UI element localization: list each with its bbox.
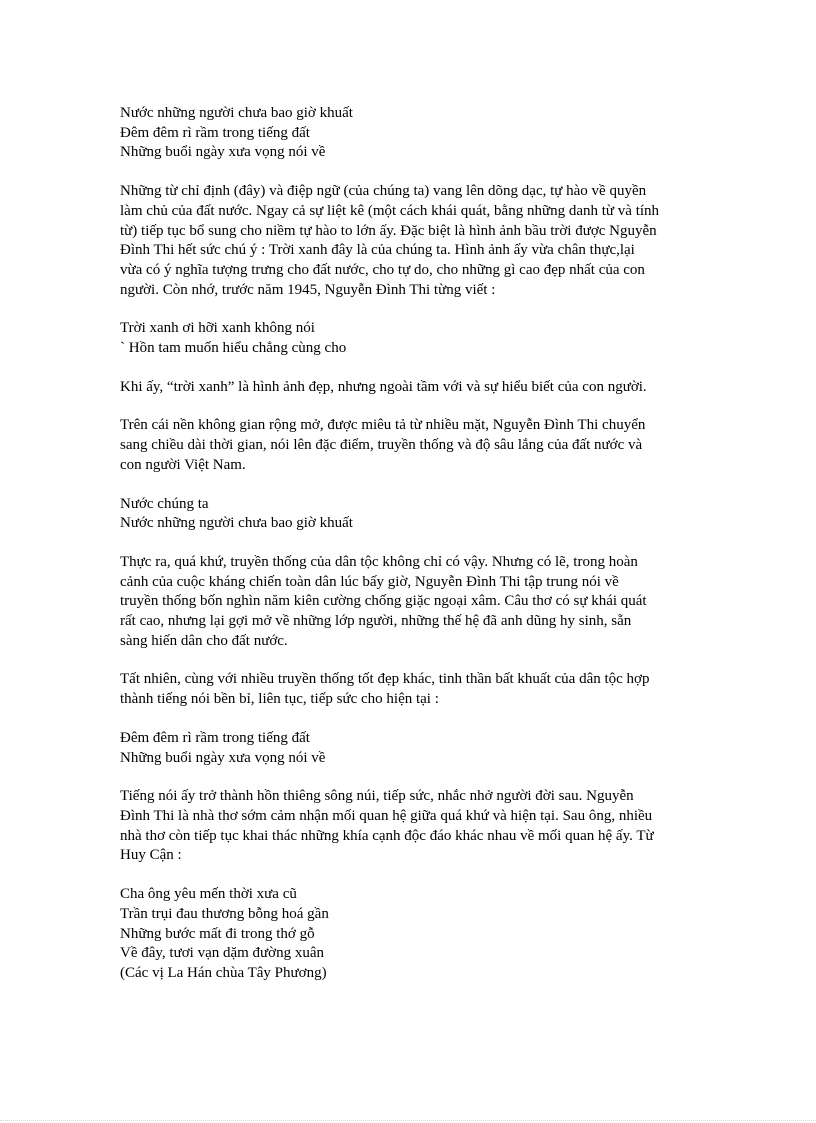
poem-line: Đêm đêm rì rầm trong tiếng đất (120, 124, 310, 141)
paragraph-line: con người Việt Nam. (120, 456, 246, 473)
poem-line: Những buổi ngày xưa vọng nói về (120, 749, 326, 766)
poem-line: Về đây, tươi vạn dặm đường xuân (120, 945, 325, 962)
body-paragraph (120, 182, 706, 300)
paragraph-line: rất cao, nhưng lại gợi mở về những lớp người, những thế hệ đã anh dũng hy sinh, sẵn (120, 613, 632, 630)
paragraph-line: Huy Cận : (120, 847, 182, 864)
paragraph-line: sàng hiến dân cho đất nước. (120, 632, 288, 649)
poem-line: Nước những người chưa bao giờ khuất (120, 105, 353, 121)
paragraph-line: sang chiều dài thời gian, nói lên đặc điểm, truyền thống và độ sâu lắng của đất nước và (120, 437, 643, 454)
poem-line: Đêm đêm rì rầm trong tiếng đất (120, 729, 310, 746)
paragraph-line: cảnh của cuộc kháng chiến toàn dân lúc bấy giờ, Nguyễn Đình Thi tập trung nói về (120, 573, 619, 590)
paragraph-line: truyền thống bốn nghìn năm kiên cường chống giặc ngoại xâm. Câu thơ có sự khái quát (120, 593, 647, 610)
poem-excerpt (120, 885, 706, 984)
poem-line: Nước những người chưa bao giờ khuất (120, 515, 353, 532)
paragraph-line: người. Còn nhớ, trước năm 1945, Nguyễn Đình Thi từng viết : (120, 281, 496, 298)
paragraph-line: từ) tiếp tục bổ sung cho niềm tự hào to lớn ấy. Đặc biệt là hình ảnh bầu trời được Nguyễn (120, 222, 657, 239)
paragraph-line: Tiếng nói ấy trở thành hồn thiêng sông núi, tiếp sức, nhắc nhở người đời sau. Nguyễn (120, 788, 634, 805)
poem-line: Cha ông yêu mến thời xưa cũ (120, 886, 297, 903)
paragraph-line: vừa có ý nghĩa tượng trưng cho đất nước, cho tự do, cho những gì cao đẹp nhất của con (120, 261, 645, 278)
poem-excerpt (120, 104, 706, 163)
poem-line: Nước chúng ta (120, 495, 209, 512)
paragraph-line: Đình Thi là nhà thơ sớm cảm nhận mối quan hệ giữa quá khứ và hiện tại. Sau ông, nhiều (120, 807, 653, 824)
poem-line: Những buổi ngày xưa vọng nói về (120, 144, 326, 161)
paragraph-line: Thực ra, quá khứ, truyền thống của dân tộc không chỉ có vậy. Nhưng có lẽ, trong hoàn (120, 553, 638, 570)
poem-excerpt (120, 319, 706, 358)
body-paragraph (120, 416, 706, 475)
page-bottom-divider (0, 1120, 816, 1121)
paragraph-line: làm chủ của đất nước. Ngay cả sự liệt kê (một cách khái quát, bằng những danh từ và tính (120, 202, 660, 219)
poem-excerpt (120, 495, 706, 534)
poem-line: Trời xanh ơi hỡi xanh không nói (120, 320, 315, 337)
body-paragraph (120, 553, 706, 652)
paragraph-line: Những từ chỉ định (đây) và điệp ngữ (của chúng ta) vang lên dõng dạc, tự hào về quyền (120, 183, 647, 200)
document-body (120, 104, 706, 984)
paragraph-line: Đình Thi hết sức chú ý : Trời xanh đây là của chúng ta. Hình ảnh ấy vừa chân thực,lại (120, 242, 635, 259)
paragraph-line: thành tiếng nói bền bỉ, liên tục, tiếp sức cho hiện tại : (120, 691, 439, 708)
paragraph-line: Tất nhiên, cùng với nhiều truyền thống tốt đẹp khác, tinh thần bất khuất của dân tộc hợp (120, 671, 650, 688)
poem-line: ` Hồn tam muốn hiểu chẳng cùng cho (120, 340, 347, 357)
poem-excerpt (120, 729, 706, 768)
body-paragraph (120, 378, 706, 398)
paragraph-line: nhà thơ còn tiếp tục khai thác những khía cạnh độc đáo khác nhau về mối quan hệ ấy. Từ (120, 827, 654, 844)
paragraph-line: Trên cái nền không gian rộng mở, được miêu tả từ nhiều mặt, Nguyễn Đình Thi chuyển (120, 417, 646, 434)
body-paragraph (120, 787, 706, 866)
poem-line: (Các vị La Hán chùa Tây Phương) (120, 964, 327, 981)
poem-line: Trần trụi đau thương bỗng hoá gần (120, 905, 329, 922)
poem-line: Những bước mất đi trong thớ gỗ (120, 925, 315, 942)
body-paragraph (120, 670, 706, 709)
paragraph-line: Khi ấy, “trời xanh” là hình ảnh đẹp, nhưng ngoài tầm với và sự hiểu biết của con người. (120, 378, 647, 395)
